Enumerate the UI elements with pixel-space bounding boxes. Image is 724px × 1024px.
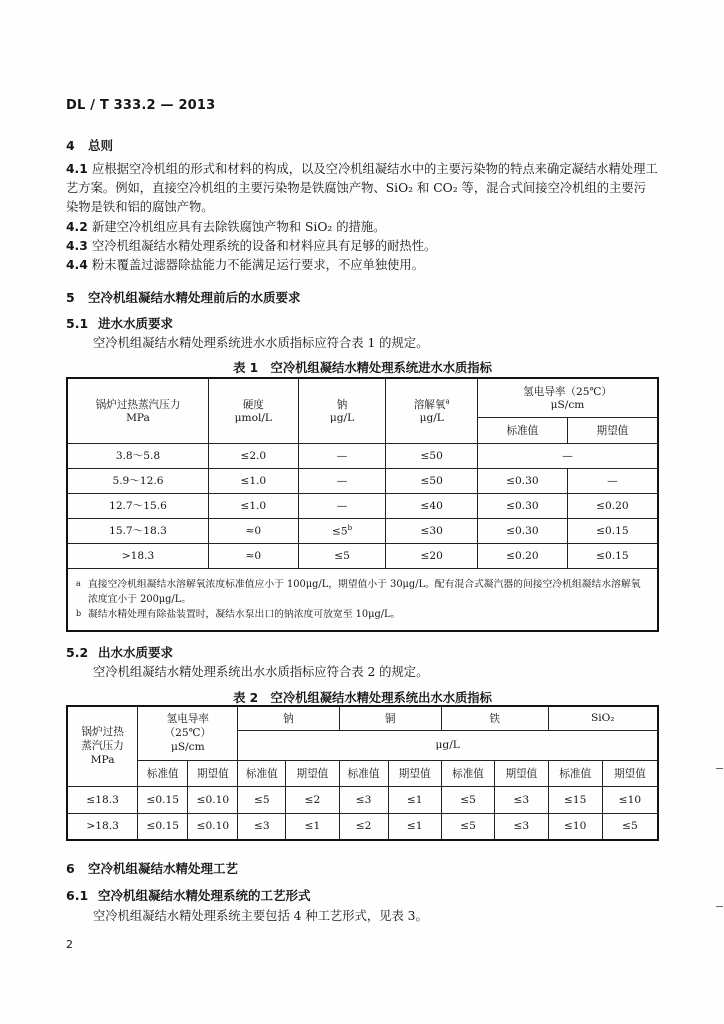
cell-oxygen: ≤50 — [386, 468, 478, 493]
cell-pressure: >18.3 — [67, 543, 208, 568]
subsection-number: 5.1 — [66, 316, 89, 331]
cell-value: ≤0.10 — [188, 813, 238, 840]
cell-hardness: ≤2.0 — [208, 443, 298, 468]
cell-conductivity-merged: — — [478, 443, 658, 468]
header-label: 硬度 — [242, 399, 264, 412]
clause-number: 4.3 — [66, 239, 88, 253]
section-title: 空冷机组凝结水精处理工艺 — [88, 861, 239, 876]
page-number: 2 — [66, 938, 73, 951]
header-expected: 期望值 — [602, 760, 658, 786]
clause-text: 粉末覆盖过滤器除盐能力不能满足运行要求，不应单独使用。 — [92, 258, 425, 272]
cell-standard: ≤0.30 — [478, 518, 568, 543]
header-label: 锅炉过热蒸汽压力 — [95, 399, 181, 412]
header-label-text: 溶解氧 — [413, 399, 446, 412]
cell-pressure: 12.7～15.6 — [67, 493, 208, 518]
section-number: 4 — [66, 138, 75, 153]
header-unit: μg/L — [329, 412, 355, 425]
cell-value: ≤10 — [548, 813, 602, 840]
header-standard: 标准值 — [238, 760, 286, 786]
cell-value: ≤1 — [388, 786, 441, 813]
header-unit: μmol/L — [234, 412, 272, 425]
header-unit: μg/L — [419, 412, 444, 425]
subsection-title: 出水水质要求 — [98, 645, 174, 660]
cell-value: ≤0.15 — [138, 813, 188, 840]
header-oxygen — [386, 378, 478, 443]
cell-value: ≤5 — [602, 813, 658, 840]
table-row — [67, 543, 658, 568]
cell-value: ≤2 — [286, 786, 339, 813]
header-pressure — [67, 706, 138, 786]
header-label — [386, 397, 477, 412]
header-standard: 标准值 — [441, 760, 494, 786]
cell-sodium-value: ≤5 — [331, 525, 348, 538]
table-row — [67, 786, 658, 813]
header-unit: μS/cm — [550, 399, 585, 412]
subsection-6-1-heading — [66, 886, 311, 904]
cell-sodium: — — [298, 493, 386, 518]
cell-value: ≤5 — [441, 813, 494, 840]
section-number: 6 — [66, 861, 75, 876]
header-expected: 期望值 — [495, 760, 548, 786]
header-unit: MPa — [90, 754, 115, 767]
header-label: 氢电导率（25℃） — [523, 386, 612, 399]
header-conductivity — [138, 706, 238, 760]
cell-pressure: 15.7～18.3 — [67, 518, 208, 543]
cell-sodium — [298, 518, 386, 543]
header-expected: 期望值 — [286, 760, 339, 786]
header-expected: 期望值 — [567, 417, 658, 443]
cell-expected: ≤0.15 — [567, 518, 658, 543]
cell-value: ≤3 — [238, 813, 286, 840]
header-silica: SiO₂ — [548, 706, 658, 730]
subsection-number: 5.2 — [66, 645, 89, 660]
cell-standard: ≤0.30 — [478, 493, 568, 518]
table-2 — [66, 705, 659, 841]
cell-sodium: ≤5 — [298, 543, 386, 568]
clause-text: 空冷机组凝结水精处理系统的设备和材料应具有足够的耐热性。 — [92, 239, 437, 253]
footnote-text: 凝结水精处理有除盐装置时，凝结水泵出口的钠浓度可放宽至 10μg/L。 — [88, 608, 401, 620]
clause-number: 4.2 — [66, 220, 88, 234]
header-copper: 铜 — [339, 706, 441, 730]
header-label-line: 锅炉过热 — [81, 726, 124, 739]
header-conductivity — [478, 378, 658, 417]
cell-value: ≤0.15 — [138, 786, 188, 813]
cell-hardness: ≤1.0 — [208, 493, 298, 518]
cell-expected: ≤0.20 — [567, 493, 658, 518]
header-standard: 标准值 — [339, 760, 388, 786]
cell-value: ≤1 — [388, 813, 441, 840]
table-2-caption: 表 2 空冷机组凝结水精处理系统出水水质指标 — [233, 691, 492, 705]
cell-sodium: — — [298, 443, 386, 468]
scan-mark — [716, 768, 723, 769]
header-standard: 标准值 — [548, 760, 602, 786]
subsection-title: 进水水质要求 — [98, 316, 174, 331]
cell-value: ≤5 — [238, 786, 286, 813]
cell-value: ≤5 — [441, 786, 494, 813]
section-title: 空冷机组凝结水精处理前后的水质要求 — [88, 290, 301, 305]
subsection-5-1-heading — [66, 314, 173, 332]
cell-pressure: ≤18.3 — [67, 786, 138, 813]
table-1-caption: 表 1 空冷机组凝结水精处理系统进水水质指标 — [233, 361, 492, 375]
header-standard: 标准值 — [138, 760, 188, 786]
cell-pressure: 5.9～12.6 — [67, 468, 208, 493]
subsection-number: 6.1 — [66, 888, 89, 903]
header-label-line: 氢电导率 — [166, 713, 209, 726]
table-1-notes — [67, 568, 658, 631]
table-row — [67, 518, 658, 543]
cell-value: ≤10 — [602, 786, 658, 813]
footnote-marker: b — [76, 608, 82, 618]
cell-pressure: 3.8～5.8 — [67, 443, 208, 468]
cell-sodium: — — [298, 468, 386, 493]
footnote-marker: b — [347, 523, 353, 532]
cell-value: ≤2 — [339, 813, 388, 840]
footnote-a — [76, 577, 647, 607]
header-unit: MPa — [126, 412, 150, 425]
header-expected: 期望值 — [388, 760, 441, 786]
scan-mark — [716, 906, 723, 907]
cell-standard: ≤0.30 — [478, 468, 568, 493]
table-row — [67, 468, 658, 493]
clause-text: 应根据空冷机组的形式和材料的构成，以及空冷机组凝结水中的主要污染物的特点来确定凝结水精处理工艺方案。例如，直接空冷机组的主要污染物是铁腐蚀产物、SiO₂ 和 CO₂ 等，混合式间接空冷机组的主要污染物是铁和铝的腐蚀产物。 — [66, 162, 658, 214]
subsection-title: 空冷机组凝结水精处理系统的工艺形式 — [98, 888, 311, 903]
table-1 — [66, 377, 659, 632]
table-row — [67, 813, 658, 840]
clause-number: 4.1 — [66, 162, 88, 176]
section-title: 总则 — [88, 138, 114, 153]
subsection-6-1-text: 空冷机组凝结水精处理系统主要包括 4 种工艺形式，见表 3。 — [93, 909, 428, 923]
subsection-5-2-heading — [66, 643, 173, 661]
footnote-text: 直接空冷机组凝结水溶解氧浓度标准值应小于 100μg/L，期望值小于 30μg/L。配有混合式凝汽器的间接空冷机组凝结水溶解氧浓度宜小于 200μg/L。 — [88, 578, 641, 605]
header-unit-metals: μg/L — [238, 730, 658, 760]
cell-oxygen: ≤20 — [386, 543, 478, 568]
footnote-marker: a — [445, 397, 450, 406]
table-row — [67, 493, 658, 518]
subsection-5-2-text: 空冷机组凝结水精处理系统出水水质指标应符合表 2 的规定。 — [93, 665, 429, 679]
cell-standard: ≤0.20 — [478, 543, 568, 568]
clause-text: 新建空冷机组应具有去除铁腐蚀产物和 SiO₂ 的措施。 — [92, 220, 386, 234]
cell-oxygen: ≤40 — [386, 493, 478, 518]
cell-value: ≤15 — [548, 786, 602, 813]
header-label-line: （25℃） — [164, 727, 212, 740]
header-sodium — [298, 378, 386, 443]
header-sodium: 钠 — [238, 706, 339, 730]
header-pressure — [67, 378, 208, 443]
clause-4-4 — [66, 256, 658, 275]
cell-hardness: ≤1.0 — [208, 468, 298, 493]
clause-4-2 — [66, 218, 658, 237]
cell-value: ≤3 — [339, 786, 388, 813]
cell-expected: — — [567, 468, 658, 493]
section-number: 5 — [66, 290, 75, 305]
cell-value: ≤1 — [286, 813, 339, 840]
header-standard: 标准值 — [478, 417, 568, 443]
section-4-heading — [66, 136, 113, 154]
cell-pressure: >18.3 — [67, 813, 138, 840]
header-label: 钠 — [336, 399, 348, 412]
subsection-5-1-text: 空冷机组凝结水精处理系统进水水质指标应符合表 1 的规定。 — [93, 336, 429, 350]
clause-4-1 — [66, 160, 658, 217]
footnote-b — [76, 607, 647, 622]
header-hardness — [208, 378, 298, 443]
clause-4-3 — [66, 237, 658, 256]
cell-value: ≤3 — [495, 813, 548, 840]
cell-value: ≤0.10 — [188, 786, 238, 813]
table-row — [67, 443, 658, 468]
cell-hardness: ≈0 — [208, 543, 298, 568]
cell-expected: ≤0.15 — [567, 543, 658, 568]
header-expected: 期望值 — [188, 760, 238, 786]
header-label-line: 蒸汽压力 — [81, 740, 124, 753]
clause-number: 4.4 — [66, 258, 88, 272]
header-iron: 铁 — [441, 706, 548, 730]
section-6-heading — [66, 859, 238, 877]
document-header: DL / T 333.2 — 2013 — [66, 98, 216, 113]
section-5-heading — [66, 288, 301, 306]
footnote-marker: a — [76, 578, 81, 588]
cell-hardness: ≈0 — [208, 518, 298, 543]
cell-oxygen: ≤30 — [386, 518, 478, 543]
header-unit: μS/cm — [170, 741, 205, 754]
cell-value: ≤3 — [495, 786, 548, 813]
cell-oxygen: ≤50 — [386, 443, 478, 468]
